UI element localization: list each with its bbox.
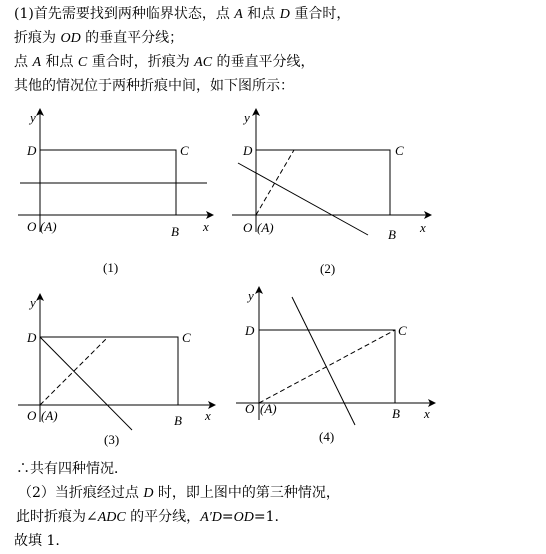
point-d-label: D	[279, 7, 290, 22]
figure-2-caption: (2)	[320, 261, 336, 276]
b-label: B	[388, 227, 396, 242]
y-label: y	[244, 110, 250, 125]
part2-line1-part1: （2）当折痕经过点	[18, 485, 144, 501]
line2-part1: 折痕为	[14, 30, 61, 46]
y-label: y	[30, 295, 36, 310]
line1-part1: (1)首先需要找到两种临界状态，点	[14, 6, 235, 22]
d-label: D	[27, 330, 37, 345]
rectangle	[40, 337, 178, 405]
dashed-diagonal	[259, 330, 395, 403]
y-label: y	[248, 288, 254, 303]
dashed-segment	[256, 150, 294, 215]
line3-part3: 重合时，折痕为	[87, 54, 195, 70]
segment-od-label: OD	[60, 31, 81, 46]
a-label: (A)	[40, 219, 57, 234]
point-c-label: C	[77, 55, 88, 70]
x-label: x	[205, 408, 211, 423]
c-label: C	[180, 143, 189, 158]
x-label: x	[203, 219, 209, 234]
figure-3-caption: (3)	[104, 432, 120, 447]
d-label: D	[245, 323, 255, 338]
a-label: (A)	[257, 220, 274, 235]
line3-part1: 点	[14, 54, 33, 70]
point-a-label: A	[234, 7, 243, 22]
d-label: D	[243, 143, 253, 158]
o-label: O	[27, 408, 37, 423]
x-label: x	[420, 220, 426, 235]
line2-part2: 的垂直平分线；	[80, 30, 184, 46]
line1-part3: 重合时，	[289, 6, 351, 22]
segment-ac-label: AC	[194, 55, 213, 70]
figure-4	[236, 288, 434, 444]
b-label: B	[392, 406, 400, 421]
segment-a-prime-d: A′D	[200, 510, 222, 525]
line3-part2: 和点	[41, 54, 78, 70]
part2-line2-part1: 此时折痕为∠	[16, 509, 98, 525]
o-label: O	[27, 219, 37, 234]
a-label: (A)	[41, 408, 58, 423]
point-d-label-2: D	[143, 486, 154, 501]
o-label: O	[245, 401, 255, 416]
part2-line-1	[18, 483, 340, 504]
c-label: C	[182, 330, 191, 345]
c-label: C	[395, 143, 404, 158]
segment-od-label-2: OD	[233, 510, 254, 525]
b-label: B	[174, 413, 182, 428]
part2-line1-part2: 时，即上图中的第三种情况，	[153, 485, 340, 501]
rectangle	[256, 150, 390, 215]
x-label: x	[424, 406, 430, 421]
o-label: O	[243, 220, 253, 235]
equals-sign: =	[221, 509, 234, 525]
figure-3	[18, 295, 214, 447]
figure-2	[232, 110, 430, 276]
value-one: =1.	[253, 509, 279, 525]
line3-part4: 的垂直平分线，	[212, 54, 315, 70]
part2-line2-part2: 的平分线，	[125, 509, 201, 525]
text-line-4: 其他的情况位于两种折痕中间，如下图所示：	[14, 78, 294, 94]
answer-line: 故填 1.	[14, 533, 60, 549]
part2-line-2	[16, 507, 279, 528]
line1-part2: 和点	[242, 6, 280, 22]
a-label: (A)	[260, 401, 277, 416]
b-label: B	[171, 224, 179, 239]
crease-line	[292, 297, 355, 425]
figure-4-caption: (4)	[319, 429, 335, 444]
d-label: D	[27, 143, 37, 158]
angle-adc-label: ADC	[97, 510, 126, 525]
c-label: C	[398, 323, 407, 338]
figure-1	[18, 110, 212, 275]
conclusion-line: ∴共有四种情况．	[16, 461, 128, 477]
y-label: y	[30, 110, 36, 125]
point-a-label-2: A	[32, 55, 42, 70]
figure-1-caption: (1)	[103, 260, 119, 275]
